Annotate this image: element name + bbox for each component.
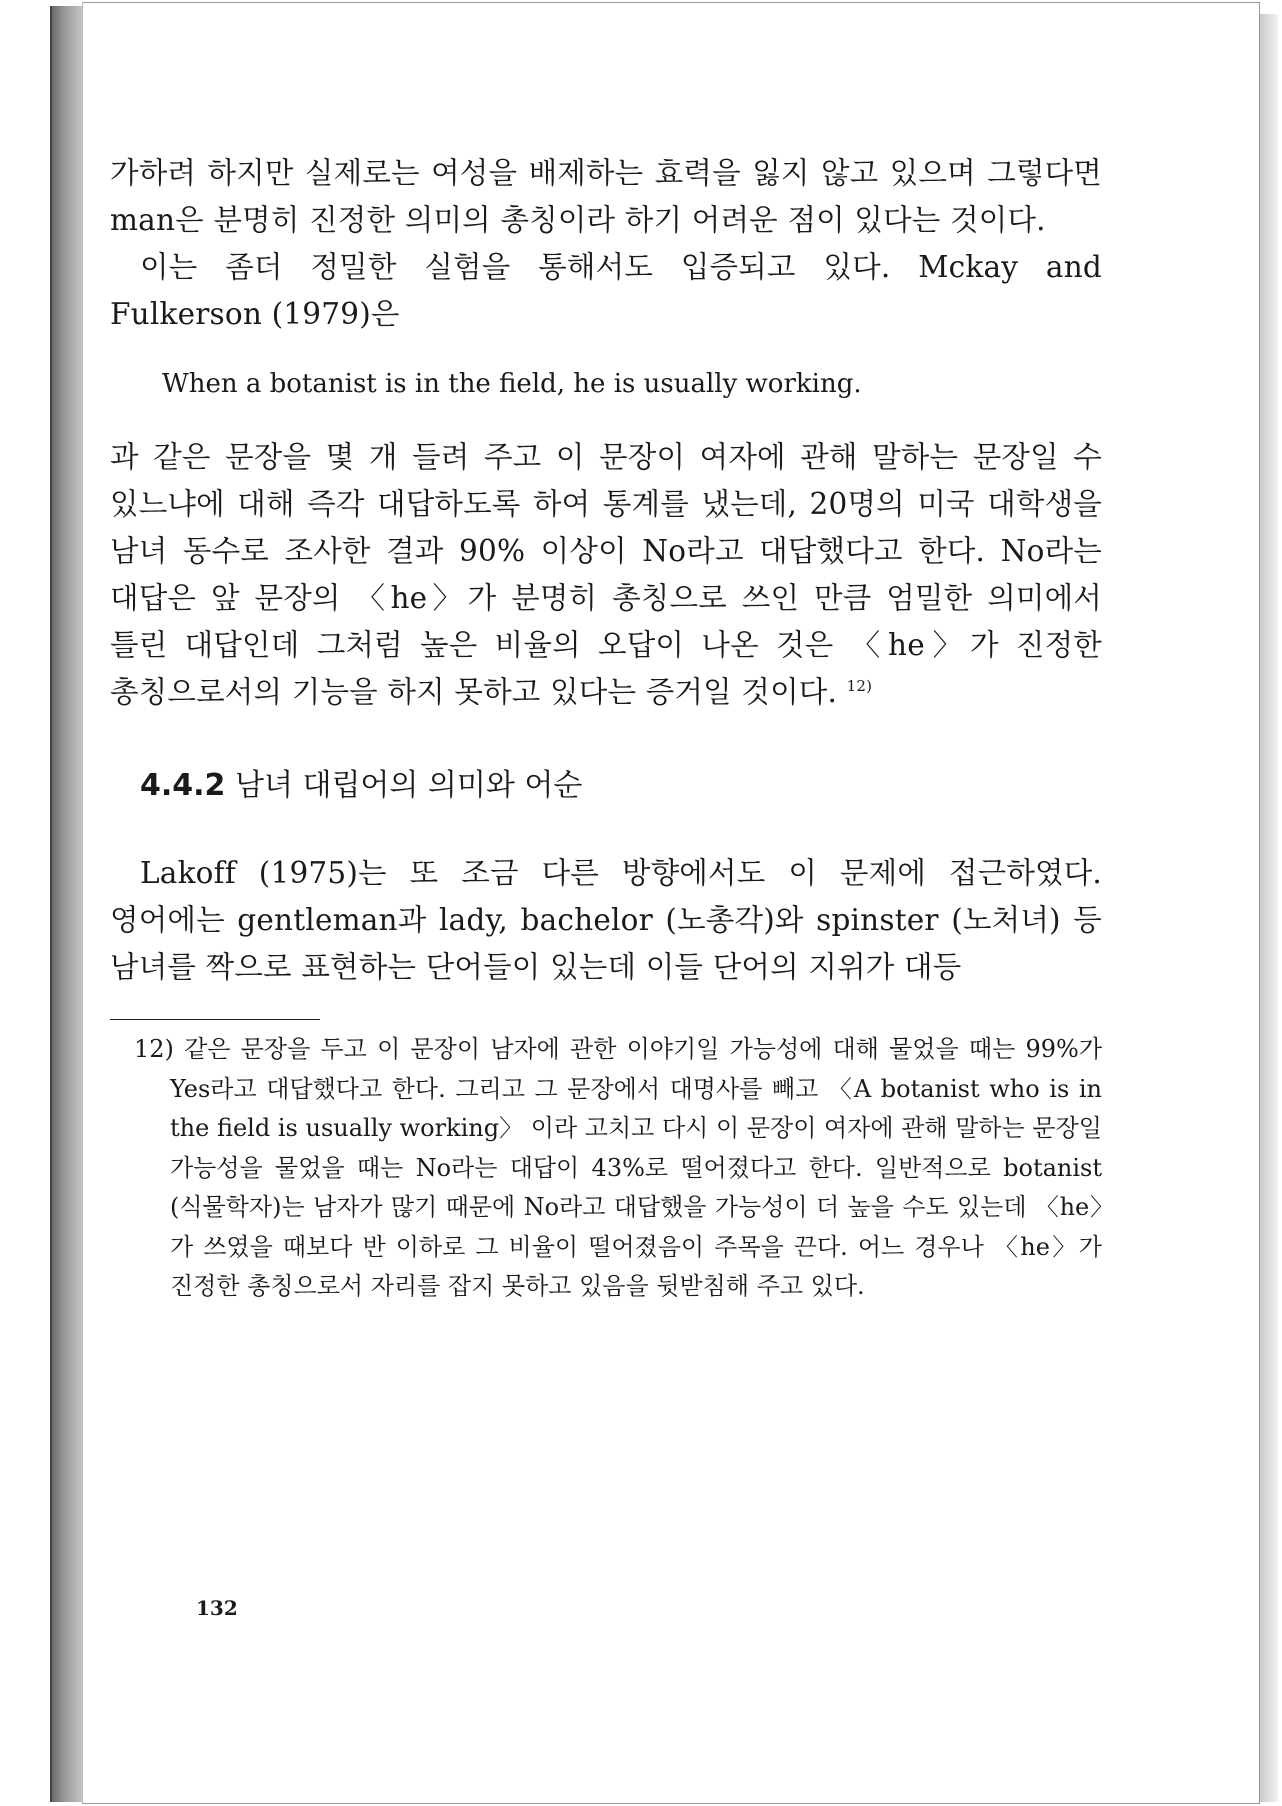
paragraph-1: 가하려 하지만 실제로는 여성을 배제하는 효력을 잃지 않고 있으며 그렇다면 man은 분명히 진정한 의미의 총칭이라 하기 어려운 점이 있다는 것이다. — [110, 156, 1102, 237]
example-sentence: When a botanist is in the field, he is usually working. — [162, 369, 862, 399]
book-spine — [50, 6, 84, 1802]
paragraph-4: Lakoff (1975)는 또 조금 다른 방향에서도 이 문제에 접근하였다. 영어에는 gentleman과 lady, bachelor (노총각)와 spinster (노처녀) 등 남녀를 짝으로 표현하는 단어들이 있는데 이들 단어의 지위가 대등 — [110, 856, 1102, 984]
section-heading — [140, 764, 1102, 808]
paragraph-2: 이는 좀더 정밀한 실험을 통해서도 입증되고 있다. Mckay and Fulkerson (1979)은 — [110, 250, 1102, 331]
footnote-12 — [122, 1030, 1102, 1307]
footnote-label: 12) — [134, 1035, 174, 1063]
page-edge-shadow — [1258, 14, 1278, 1802]
footnote-divider — [110, 1019, 320, 1020]
page-content — [110, 150, 1102, 1307]
paragraph-3 — [110, 434, 1102, 716]
page-number: 132 — [196, 1596, 238, 1620]
paragraph-3-text: 과 같은 문장을 몇 개 들려 주고 이 문장이 여자에 관해 말하는 문장일 수 있느냐에 대해 즉각 대답하도록 하여 통계를 냈는데, 20명의 미국 대학생을 남녀 동수로 조사한 결과 90% 이상이 No라고 대답했다고 한다. No라는 대답은 앞 문장의 〈he〉가 분명히 총칭으로 쓰인 만큼 엄밀한 의미에서 틀린 대답인데 그처럼 높은 비율의 오답이 나온 것은 〈he〉가 진정한 총칭으로서의 기능을 하지 못하고 있다는 증거일 것이다. — [110, 440, 1102, 709]
footnote-text: 같은 문장을 두고 이 문장이 남자에 관한 이야기일 가능성에 대해 물었을 때는 99%가 Yes라고 대답했다고 한다. 그리고 그 문장에서 대명사를 빼고 〈A botanist who is in the field is usually working〉 이라 고치고 다시 이 문장이 여자에 관해 말하는 문장일 가능성을 물었을 때는 No라는 대답이 43%로 떨어졌다고 한다. 일반적으로 botanist (식물학자)는 남자가 많기 때문에 No라고 대답했을 가능성이 더 높을 수도 있는데 〈he〉가 쓰였을 때보다 반 이하로 그 비율이 떨어졌음이 주목을 끈다. 어느 경우나 〈he〉가 진정한 총칭으로서 자리를 잡지 못하고 있음을 뒷받침해 주고 있다. — [170, 1035, 1102, 1300]
section-title: 남녀 대립어의 의미와 어순 — [234, 768, 583, 803]
footnote-reference: 12) — [846, 677, 873, 696]
section-number: 4.4.2 — [140, 768, 226, 803]
